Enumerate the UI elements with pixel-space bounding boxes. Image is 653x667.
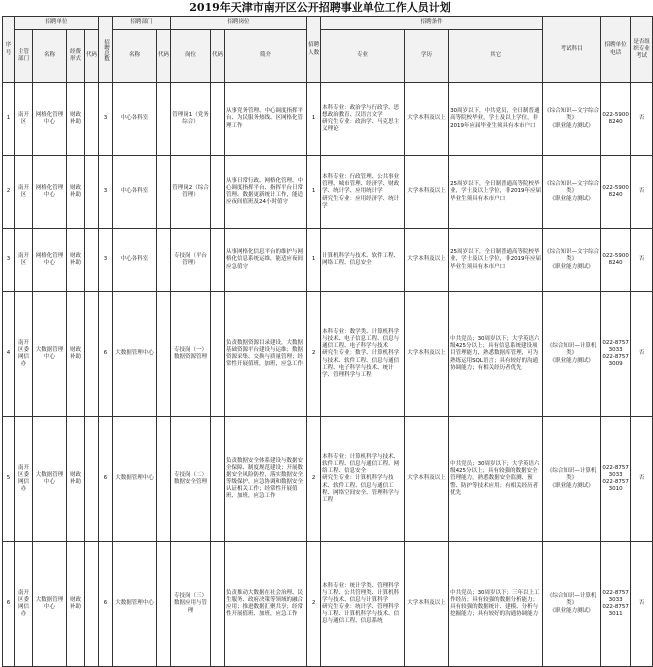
cell-count: 1 (307, 156, 321, 229)
cell-dept-code (157, 292, 171, 417)
cell-unit-code (85, 292, 99, 417)
cell-funding: 财政补助 (67, 417, 85, 542)
cell-unit-code (85, 83, 99, 156)
cell-summary: 从事日常行政、网格化管理、中心调度指挥平台、指挥平台日常管理、数据更新统计工作，能适应夜间值班及24小时值守 (225, 156, 307, 229)
cell-funding: 财政补助 (67, 542, 85, 667)
cell-dept-name: 中心各科室 (113, 83, 157, 156)
cell-edu: 大学本科及以上 (405, 83, 449, 156)
cell-post: 专技岗（二）数据安全管理 (171, 417, 211, 542)
cell-unit-name: 大数据管理中心 (33, 417, 67, 542)
cell-total: 3 (99, 229, 113, 292)
cell-count: 1 (307, 83, 321, 156)
cell-unit-name: 大数据管理中心 (33, 292, 67, 417)
cell-other: 30周岁以下，中共党员，全日制普通高等院校毕业，学士及以上学位，非2019年应届毕业生须具有本市户口 (449, 83, 543, 156)
cell-summary: 负责推动大数据在社会治理、民生服务、政府决策等领域的融合应用；推进数据汇聚共享；经常性开展值班、加班，应急工作 (225, 542, 307, 667)
cell-agency: 南开区委网信办 (15, 292, 33, 417)
cell-exam: 《综合知识—文字综合类》 《职业能力测试》 (543, 156, 601, 229)
header-edu: 学历 (405, 30, 449, 83)
header-exam: 考试科目 (543, 17, 601, 83)
cell-phone: 022-87573033 022-87573011 (601, 542, 631, 667)
cell-post: 专技岗（三）数据应用与管理 (171, 542, 211, 667)
cell-edu: 大学本科及以上 (405, 417, 449, 542)
cell-unit-name: 网格化管理中心 (33, 156, 67, 229)
cell-funding: 财政补助 (67, 292, 85, 417)
header-unit-name: 名称 (33, 30, 67, 83)
cell-other: 中共党员；30周岁以下；三年以上工作经历；具有较强的数据分析能力；具有较强的数据统计、建模、分析与挖掘能力；具有较好的沟通协调能力 (449, 542, 543, 667)
cell-dept-code (157, 542, 171, 667)
table-row (3, 542, 653, 667)
table-row (3, 156, 653, 229)
recruitment-table (2, 16, 653, 667)
cell-total: 3 (99, 156, 113, 229)
cell-seq: 6 (3, 542, 15, 667)
table-row (3, 83, 653, 156)
cell-org: 否 (631, 292, 653, 417)
cell-count: 1 (307, 229, 321, 292)
header-total: 招聘总数 (99, 17, 113, 83)
cell-unit-code (85, 156, 99, 229)
cell-total: 6 (99, 542, 113, 667)
cell-total: 6 (99, 292, 113, 417)
header-unit-code: 代码 (85, 30, 99, 83)
cell-exam: 《综合知识—计算机类》 《职业能力测试》 (543, 417, 601, 542)
cell-seq: 1 (3, 83, 15, 156)
cell-summary: 从事网格化信息平台的维护与网格化信息系统运维，能适应夜间应急值守 (225, 229, 307, 292)
header-group-dept: 招聘部门 (113, 17, 171, 30)
cell-post-code (211, 156, 225, 229)
cell-agency: 南开区委网信办 (15, 417, 33, 542)
cell-dept-code (157, 417, 171, 542)
cell-agency: 南开区 (15, 83, 33, 156)
header-count: 招聘人数 (307, 17, 321, 83)
cell-post-code (211, 292, 225, 417)
header-other: 其它 (449, 30, 543, 83)
cell-major: 本科专业：数学类、计算机科学与技术、电子信息工程、信息与通信工程、电子科学与技术 研究生专业：数学、计算机科学与技术、软件工程、信息与通信工程、电子科学与技术、统计学、管理科学与工程 (321, 292, 405, 417)
cell-post: 专技岗（一）数据资源管理 (171, 292, 211, 417)
cell-phone: 022-87573033 022-87573010 (601, 417, 631, 542)
cell-major: 本科专业：行政管理、公共事业管理、城市管理、经济学、财政学、统计学、应用统计学 研究生专业：应用经济学、统计学 (321, 156, 405, 229)
cell-phone: 022-87573033 022-87573009 (601, 292, 631, 417)
header-summary: 简介 (225, 30, 307, 83)
cell-count: 2 (307, 417, 321, 542)
cell-post: 专技岗（平台管理） (171, 229, 211, 292)
table-row (3, 229, 653, 292)
cell-funding: 财政补助 (67, 229, 85, 292)
header-row-group (3, 17, 653, 30)
cell-agency: 南开区 (15, 229, 33, 292)
cell-org: 否 (631, 417, 653, 542)
header-group-post: 招聘岗位 (171, 17, 307, 30)
cell-major: 本科专业：计算机科学与技术、软件工程、信息与通信工程、网络工程、信息安全 研究生专业：计算机科学与技术、软件工程、信息与通信工程、网络空间安全、管理科学与工程 (321, 417, 405, 542)
cell-summary: 负责数据安全体系建设与数据安全保障、制度规范建设；开展数据安全风险防控，落实数据安全等级保护，应急协调和数据安全认证相关工作；经常性开展值班、加班，应急工作 (225, 417, 307, 542)
cell-phone: 022-59008240 (601, 83, 631, 156)
cell-major: 本科专业：政治学与行政学、思想政治教育、汉语言文学 研究生专业：政治学、马克思主义理论 (321, 83, 405, 156)
cell-phone: 022-59008240 (601, 229, 631, 292)
cell-seq: 2 (3, 156, 15, 229)
cell-dept-code (157, 83, 171, 156)
cell-count: 2 (307, 542, 321, 667)
cell-exam: 《综合知识—文字综合类》 《职业能力测试》 (543, 229, 601, 292)
cell-seq: 3 (3, 229, 15, 292)
cell-post-code (211, 229, 225, 292)
header-post: 岗位 (171, 30, 211, 83)
cell-dept-name: 大数据管理中心 (113, 292, 157, 417)
cell-seq: 4 (3, 292, 15, 417)
cell-summary: 从事党务管理、中心调度指挥平台、为民服务热线、区网格化管理工作 (225, 83, 307, 156)
cell-dept-name: 中心各科室 (113, 156, 157, 229)
cell-dept-code (157, 229, 171, 292)
cell-unit-name: 网格化管理中心 (33, 83, 67, 156)
cell-other: 25周岁以下，全日制普通高等院校毕业，学士及以上学位，非2019年应届毕业生须具有本市户口 (449, 156, 543, 229)
cell-funding: 财政补助 (67, 83, 85, 156)
cell-total: 3 (99, 83, 113, 156)
header-seq: 序号 (3, 17, 15, 83)
cell-phone: 022-59008240 (601, 156, 631, 229)
header-agency: 主管部门 (15, 30, 33, 83)
cell-edu: 大学本科及以上 (405, 229, 449, 292)
cell-post: 管理岗2（综合管理） (171, 156, 211, 229)
header-org: 是否组织专业考试 (631, 17, 653, 83)
cell-unit-name: 网格化管理中心 (33, 229, 67, 292)
cell-post-code (211, 417, 225, 542)
cell-total: 6 (99, 417, 113, 542)
table-row (3, 417, 653, 542)
cell-org: 否 (631, 229, 653, 292)
cell-post: 管理岗1（党务综合） (171, 83, 211, 156)
header-dept-name: 名称 (113, 30, 157, 83)
header-dept-code: 代码 (157, 30, 171, 83)
cell-major: 计算机科学与技术、软件工程、网络工程、信息安全 (321, 229, 405, 292)
cell-exam: 《综合知识—计算机类》 《职业能力测试》 (543, 542, 601, 667)
cell-exam: 《综合知识—文字综合类》 《职业能力测试》 (543, 83, 601, 156)
header-funding: 经费形式 (67, 30, 85, 83)
cell-org: 否 (631, 542, 653, 667)
table-row (3, 292, 653, 417)
cell-major: 本科专业：统计学类、管理科学与工程、公共管理类、计算机科学与技术、信息与计算科学 研究生专业：统计学、管理科学与工程、计算机科学与技术、信息与通信工程、信息系统 (321, 542, 405, 667)
cell-other: 25周岁以下，全日制普通高等院校毕业，学士及以上学位，非2019年应届毕业生须具有本市户口 (449, 229, 543, 292)
header-major: 专业 (321, 30, 405, 83)
cell-dept-code (157, 156, 171, 229)
cell-unit-code (85, 229, 99, 292)
cell-dept-name: 大数据管理中心 (113, 542, 157, 667)
cell-agency: 南开区委网信办 (15, 542, 33, 667)
cell-unit-code (85, 417, 99, 542)
header-group-unit: 招聘单位 (15, 17, 99, 30)
document-title: 2019年天津市南开区公开招聘事业单位工作人员计划 (189, 1, 451, 14)
header-phone: 招聘单位电话 (601, 17, 631, 83)
cell-funding: 财政补助 (67, 156, 85, 229)
cell-summary: 负责数据资源目录建设，大数据基础资源平台建设与运维；数据资源采集、交换与质量管理；经常性开展值班，加班，应急工作 (225, 292, 307, 417)
cell-dept-name: 中心各科室 (113, 229, 157, 292)
cell-exam: 《综合知识—计算机类》 《职业能力测试》 (543, 292, 601, 417)
header-post-code: 代码 (211, 30, 225, 83)
cell-other: 中共党员；30周岁以下；大学英语六级425分以上；具有信息系统建设项目管理能力，熟悉数据库管理，可为熟练运用SQL语言；具有较好的沟通协调能力；有相关经历者优先 (449, 292, 543, 417)
cell-unit-code (85, 542, 99, 667)
header-group-cond: 招聘条件 (321, 17, 543, 30)
cell-org: 否 (631, 156, 653, 229)
cell-count: 2 (307, 292, 321, 417)
cell-org: 否 (631, 83, 653, 156)
cell-seq: 5 (3, 417, 15, 542)
cell-unit-name: 大数据管理中心 (33, 542, 67, 667)
table-body (3, 83, 653, 667)
cell-agency: 南开区 (15, 156, 33, 229)
cell-edu: 大学本科及以上 (405, 542, 449, 667)
cell-edu: 大学本科及以上 (405, 292, 449, 417)
cell-post-code (211, 542, 225, 667)
cell-dept-name: 大数据管理中心 (113, 417, 157, 542)
cell-post-code (211, 83, 225, 156)
cell-other: 中共党员；30周岁以下；大学英语六级425分以上；具有较强的数据安全管理能力，熟悉数据安全监测、预警、防护等技术应用；有相关经历者优先 (449, 417, 543, 542)
cell-edu: 大学本科及以上 (405, 156, 449, 229)
